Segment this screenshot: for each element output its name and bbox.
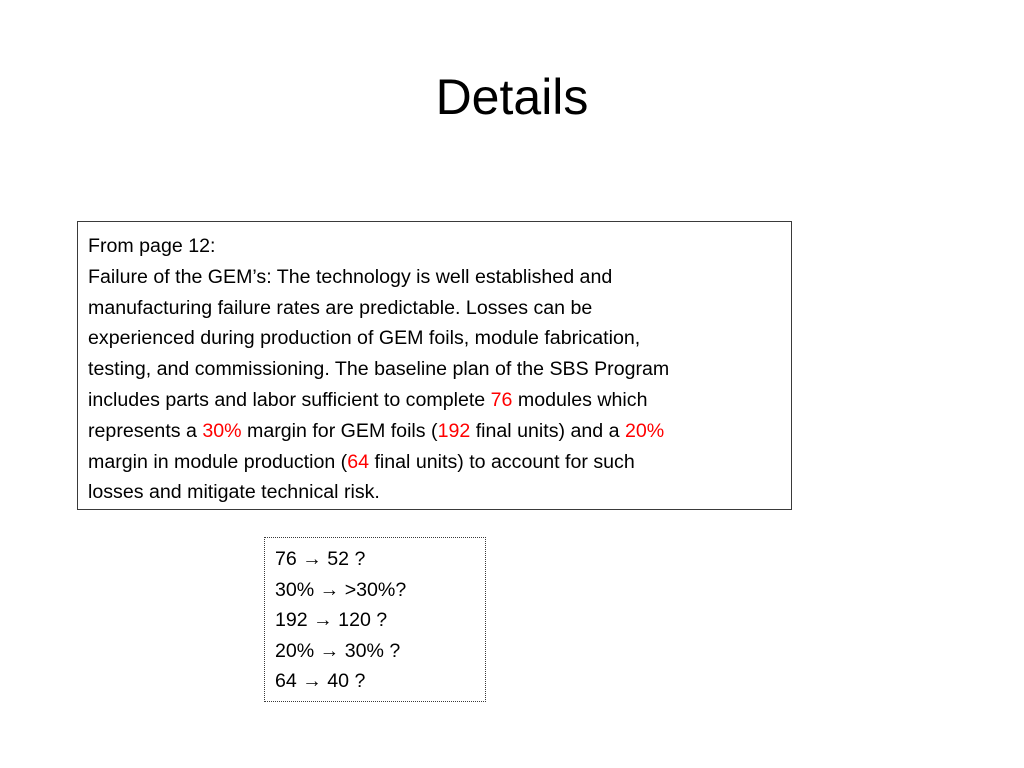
slide-title: Details xyxy=(435,69,589,125)
quote-text: modules which xyxy=(512,388,648,411)
note-line: 64 → 40 ? xyxy=(275,670,366,692)
quote-line-6 xyxy=(88,416,781,447)
quote-text: includes parts and labor sufficient to complete xyxy=(88,388,491,411)
quote-text: represents a xyxy=(88,419,203,442)
highlight-module-margin: 20% xyxy=(624,419,665,442)
highlight-foil-units: 192 xyxy=(437,419,471,442)
highlight-module-units: 64 xyxy=(347,450,370,473)
quote-line-1: Failure of the GEM’s: The technology is well established and xyxy=(88,265,613,288)
note-line: 30% → >30%? xyxy=(275,578,407,601)
quote-text: margin for GEM foils ( xyxy=(241,419,438,442)
quote-line-7 xyxy=(88,447,781,478)
note-line: 192 → 120 ? xyxy=(275,609,388,631)
quote-line-4: testing, and commissioning. The baseline plan of the SBS Program xyxy=(88,358,670,381)
highlight-foil-margin: 30% xyxy=(202,419,242,442)
quote-line-2: manufacturing failure rates are predictable. Losses can be xyxy=(88,296,593,319)
quote-heading: From page 12: xyxy=(88,235,216,257)
quote-text: margin in module production ( xyxy=(88,450,348,473)
quote-text: final units) to account for such xyxy=(369,450,635,473)
quote-line-3: experienced during production of GEM foils, module fabrication, xyxy=(88,327,641,350)
quote-line-8: losses and mitigate technical risk. xyxy=(88,481,380,504)
quote-text: final units) and a xyxy=(470,419,625,442)
notes-box xyxy=(264,537,486,702)
note-line: 76 → 52 ? xyxy=(275,548,366,570)
quote-line-5 xyxy=(88,385,781,416)
quote-box xyxy=(77,221,792,510)
highlight-module-count: 76 xyxy=(490,388,513,411)
note-line: 20% → 30% ? xyxy=(275,639,401,662)
